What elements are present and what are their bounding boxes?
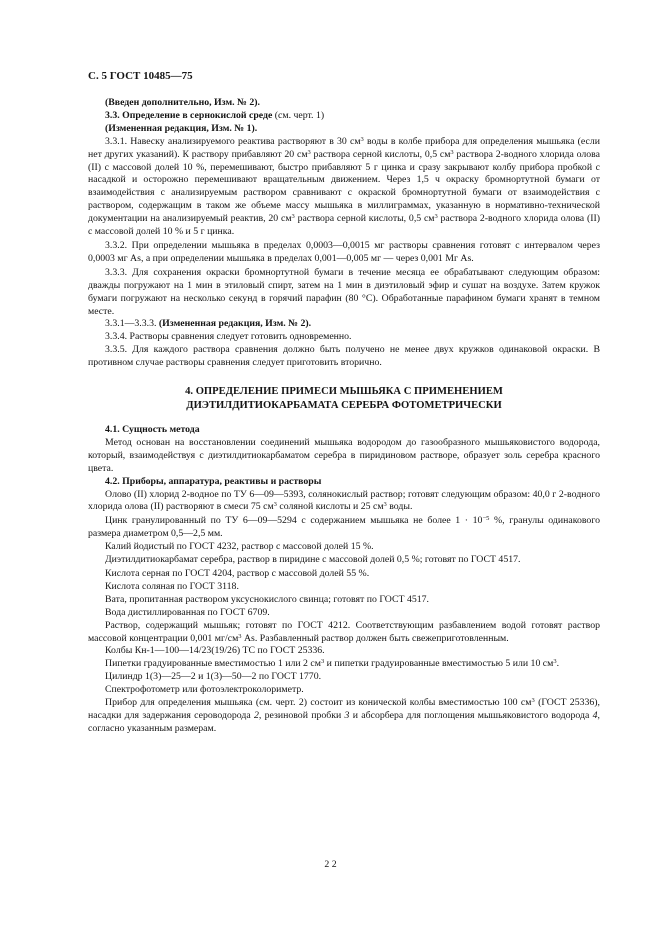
superscript: 3 <box>307 148 311 156</box>
figure-ref: 4 <box>592 709 598 721</box>
text-run: соляной кислоты и 25 см <box>276 501 384 513</box>
clause-3-3-5: 3.3.5. Для каждого раствора сравнения должно быть получено не менее двух кружков одинаковой окраски. В противном случае растворы сравнения следует приготовить вторично. <box>88 344 600 369</box>
clause-4-1-title: 4.1. Сущность метода <box>105 424 200 436</box>
heading-line: 4. ОПРЕДЕЛЕНИЕ ПРИМЕСИ МЫШЬЯКА С ПРИМЕНЕНИЕМ <box>185 386 503 398</box>
superscript: 3 <box>320 658 325 666</box>
reagent-item: Колбы Кн-1—100—14/23(19/26) ТС по ГОСТ 25336. <box>105 645 325 657</box>
reagent-item: Вода дистиллированная по ГОСТ 6709. <box>105 606 270 618</box>
reagent-item <box>88 620 600 646</box>
page-number: 2 2 <box>324 859 337 870</box>
apparatus-description <box>88 697 600 736</box>
clause-3-3-title: 3.3. Определение в сернокислой среде <box>105 109 273 121</box>
clause-3-3-1 <box>88 136 600 239</box>
superscript: −5 <box>482 515 490 523</box>
reagent-item <box>88 515 600 541</box>
clause-3-3-2: 3.3.2. При определении мышьяка в пределах 0,0003—0,0015 мг растворы сравнения готовят с интервалом через 0,0003 мг As, а при определении мышьяка в пределах 0,001—0,005 мг — через 0,001 Мг As. <box>88 239 600 264</box>
superscript: 3 <box>434 213 438 221</box>
clause-3-3 <box>88 110 600 123</box>
superscript: 3 <box>553 658 557 666</box>
amendment-note: (Измененная редакция, Изм. № 1). <box>105 122 258 134</box>
clause-3-3-ref: (см. черт. 1) <box>272 109 325 121</box>
text-run: , резиновой пробки <box>258 709 345 721</box>
reagent-item: Кислота соляная по ГОСТ 3118. <box>105 580 239 592</box>
text-run: %, гранулы одинакового размера диаметром 0,5—2,5 мм. <box>88 515 600 540</box>
clause-4-1: Метод основан на восстановлении соединений мышьяка водородом до газообразного мышьяковистого водорода, который, взаимодействуя с диэтилдитиокарбаматом серебра в пиридиновом растворе, образует золь серебра красного цвета. <box>88 436 600 474</box>
clause-4-2-title: 4.2. Приборы, аппаратура, реактивы и растворы <box>105 475 322 487</box>
text-run: Пипетки градуированные вместимостью 1 или 2 см <box>105 658 321 670</box>
amendment-note <box>88 318 600 331</box>
text-run: и абсорбера для поглощения мышьяковистого водорода <box>349 709 593 721</box>
text-run: Олово (II) хлорид 2-водное по ТУ 6—09—5393, солянокислый раствор; готовят следующим образом: 40,0 г 2-водного хлорида олова (II) растворяют в смеси 75 см <box>88 488 600 513</box>
text-run: , согласно указанным размерам. <box>88 709 600 734</box>
superscript: 3 <box>238 632 242 640</box>
figure-ref: 3 <box>344 709 350 721</box>
reagent-item: Диэтилдитиокарбамат серебра, раствор в пиридине с массовой долей 0,5 %; готовят по ГОСТ 4517. <box>105 554 521 566</box>
text-run: . <box>556 658 560 670</box>
text-run: (Измененная редакция, Изм. № 2). <box>158 318 312 330</box>
text-run: раствора серной кислоты, 0,5 см <box>310 148 451 160</box>
figure-ref: 2 <box>253 709 259 721</box>
text-run: Раствор, содержащий мышьяк; готовят по ГОСТ 4212. Соответствующим разбавлением водой готовят раствор массовой концентрации 0,001 мг/см <box>88 619 600 644</box>
superscript: 3 <box>291 213 295 221</box>
superscript: 3 <box>360 135 364 143</box>
running-header: С. 5 ГОСТ 10485—75 <box>88 70 193 82</box>
reagent-item: Кислота серная по ГОСТ 4204, раствор с массовой долей 55 %. <box>105 568 370 579</box>
reagent-item: Калий йодистый по ГОСТ 4232, раствор с массовой долей 15 %. <box>105 541 374 553</box>
superscript: 3 <box>531 697 535 705</box>
superscript: 3 <box>450 148 454 156</box>
text-run: раствора серной кислоты, 0,5 см <box>294 213 435 225</box>
text-run: и пипетки градуированные вместимостью 5 или 10 см <box>324 658 554 670</box>
amendment-note: (Введен дополнительно, Изм. № 2). <box>105 97 260 108</box>
text-run: раствора 2-водного хлорида олова (II) с массовой долей 10 % и 5 г цинка. <box>88 213 600 238</box>
text-run: Прибор для определения мышьяка (см. черт. 2) состоит из конической колбы вместимостью 100 см <box>105 697 532 709</box>
heading-line: ДИЭТИЛДИТИОКАРБАМАТА СЕРЕБРА ФОТОМЕТРИЧЕСКИ <box>186 399 502 411</box>
text-run: воды. <box>386 501 413 513</box>
text-run: (ГОСТ 25336), насадки для задержания сероводорода <box>88 697 601 721</box>
text-run: As. Разбавленный раствор должен быть свежеприготовленным. <box>241 632 509 644</box>
reagent-item <box>88 658 600 671</box>
reagent-item: Вата, пропитанная раствором уксуснокислого свинца; готовят по ГОСТ 4517. <box>105 593 429 605</box>
text-run: раствора 2-водного хлорида олова (II) с массовой долей 10 %, перемешивают, быстро прибавляют 5 г цинка и сразу закрывают колбу прибора пробкой с насадкой и осторожно перемешивают вращательным движением. Через 1,5 ч окраску бромнортутной бумаги от взаимодействия с анализируемым раствором сравнивают с окраской бромнортутной бумаги от взаимодействия с раствором, содержащим в таком же объеме массу мышьяка в миллиграммах, указанную в нормативно-технической документации на анализируемый реактив, 20 см <box>88 148 600 225</box>
text-run: Цинк гранулированный по ТУ 6—09—5294 с содержанием мышьяка не более 1 · 10 <box>105 515 483 527</box>
superscript: 3 <box>273 501 277 509</box>
text-run: 3.3.1—3.3.3. <box>105 318 159 330</box>
body-text <box>88 97 600 736</box>
text-run: воды в колбе прибора для определения мышьяка (если нет других указаний). К раствору прибавляют 20 см <box>88 135 600 160</box>
reagent-item <box>88 489 600 515</box>
reagent-item: Спектрофотометр или фотоэлектроколориметр. <box>105 684 304 696</box>
section-4-heading <box>88 385 600 412</box>
text-run: 3.3.1. Навеску анализируемого реактива растворяют в 30 см <box>105 135 361 147</box>
reagent-item: Цилиндр 1(3)—25—2 и 1(3)—50—2 по ГОСТ 1770. <box>105 671 322 683</box>
superscript: 3 <box>383 501 387 509</box>
clause-3-3-4: 3.3.4. Растворы сравнения следует готовить одновременно. <box>105 331 352 343</box>
clause-3-3-3: 3.3.3. Для сохранения окраски бромнортутной бумаги в течение месяца ее обрабатывают следующим образом: дважды погружают на 1 мин в этиловый спирт, затем на 1 мин в диэтиловый эфир и сушат на воздухе. Затем кружок бумаги погружают на несколько секунд в горячий парафин (80 °С). Обработанные парафином бумаги хранят в темном месте. <box>88 266 600 317</box>
